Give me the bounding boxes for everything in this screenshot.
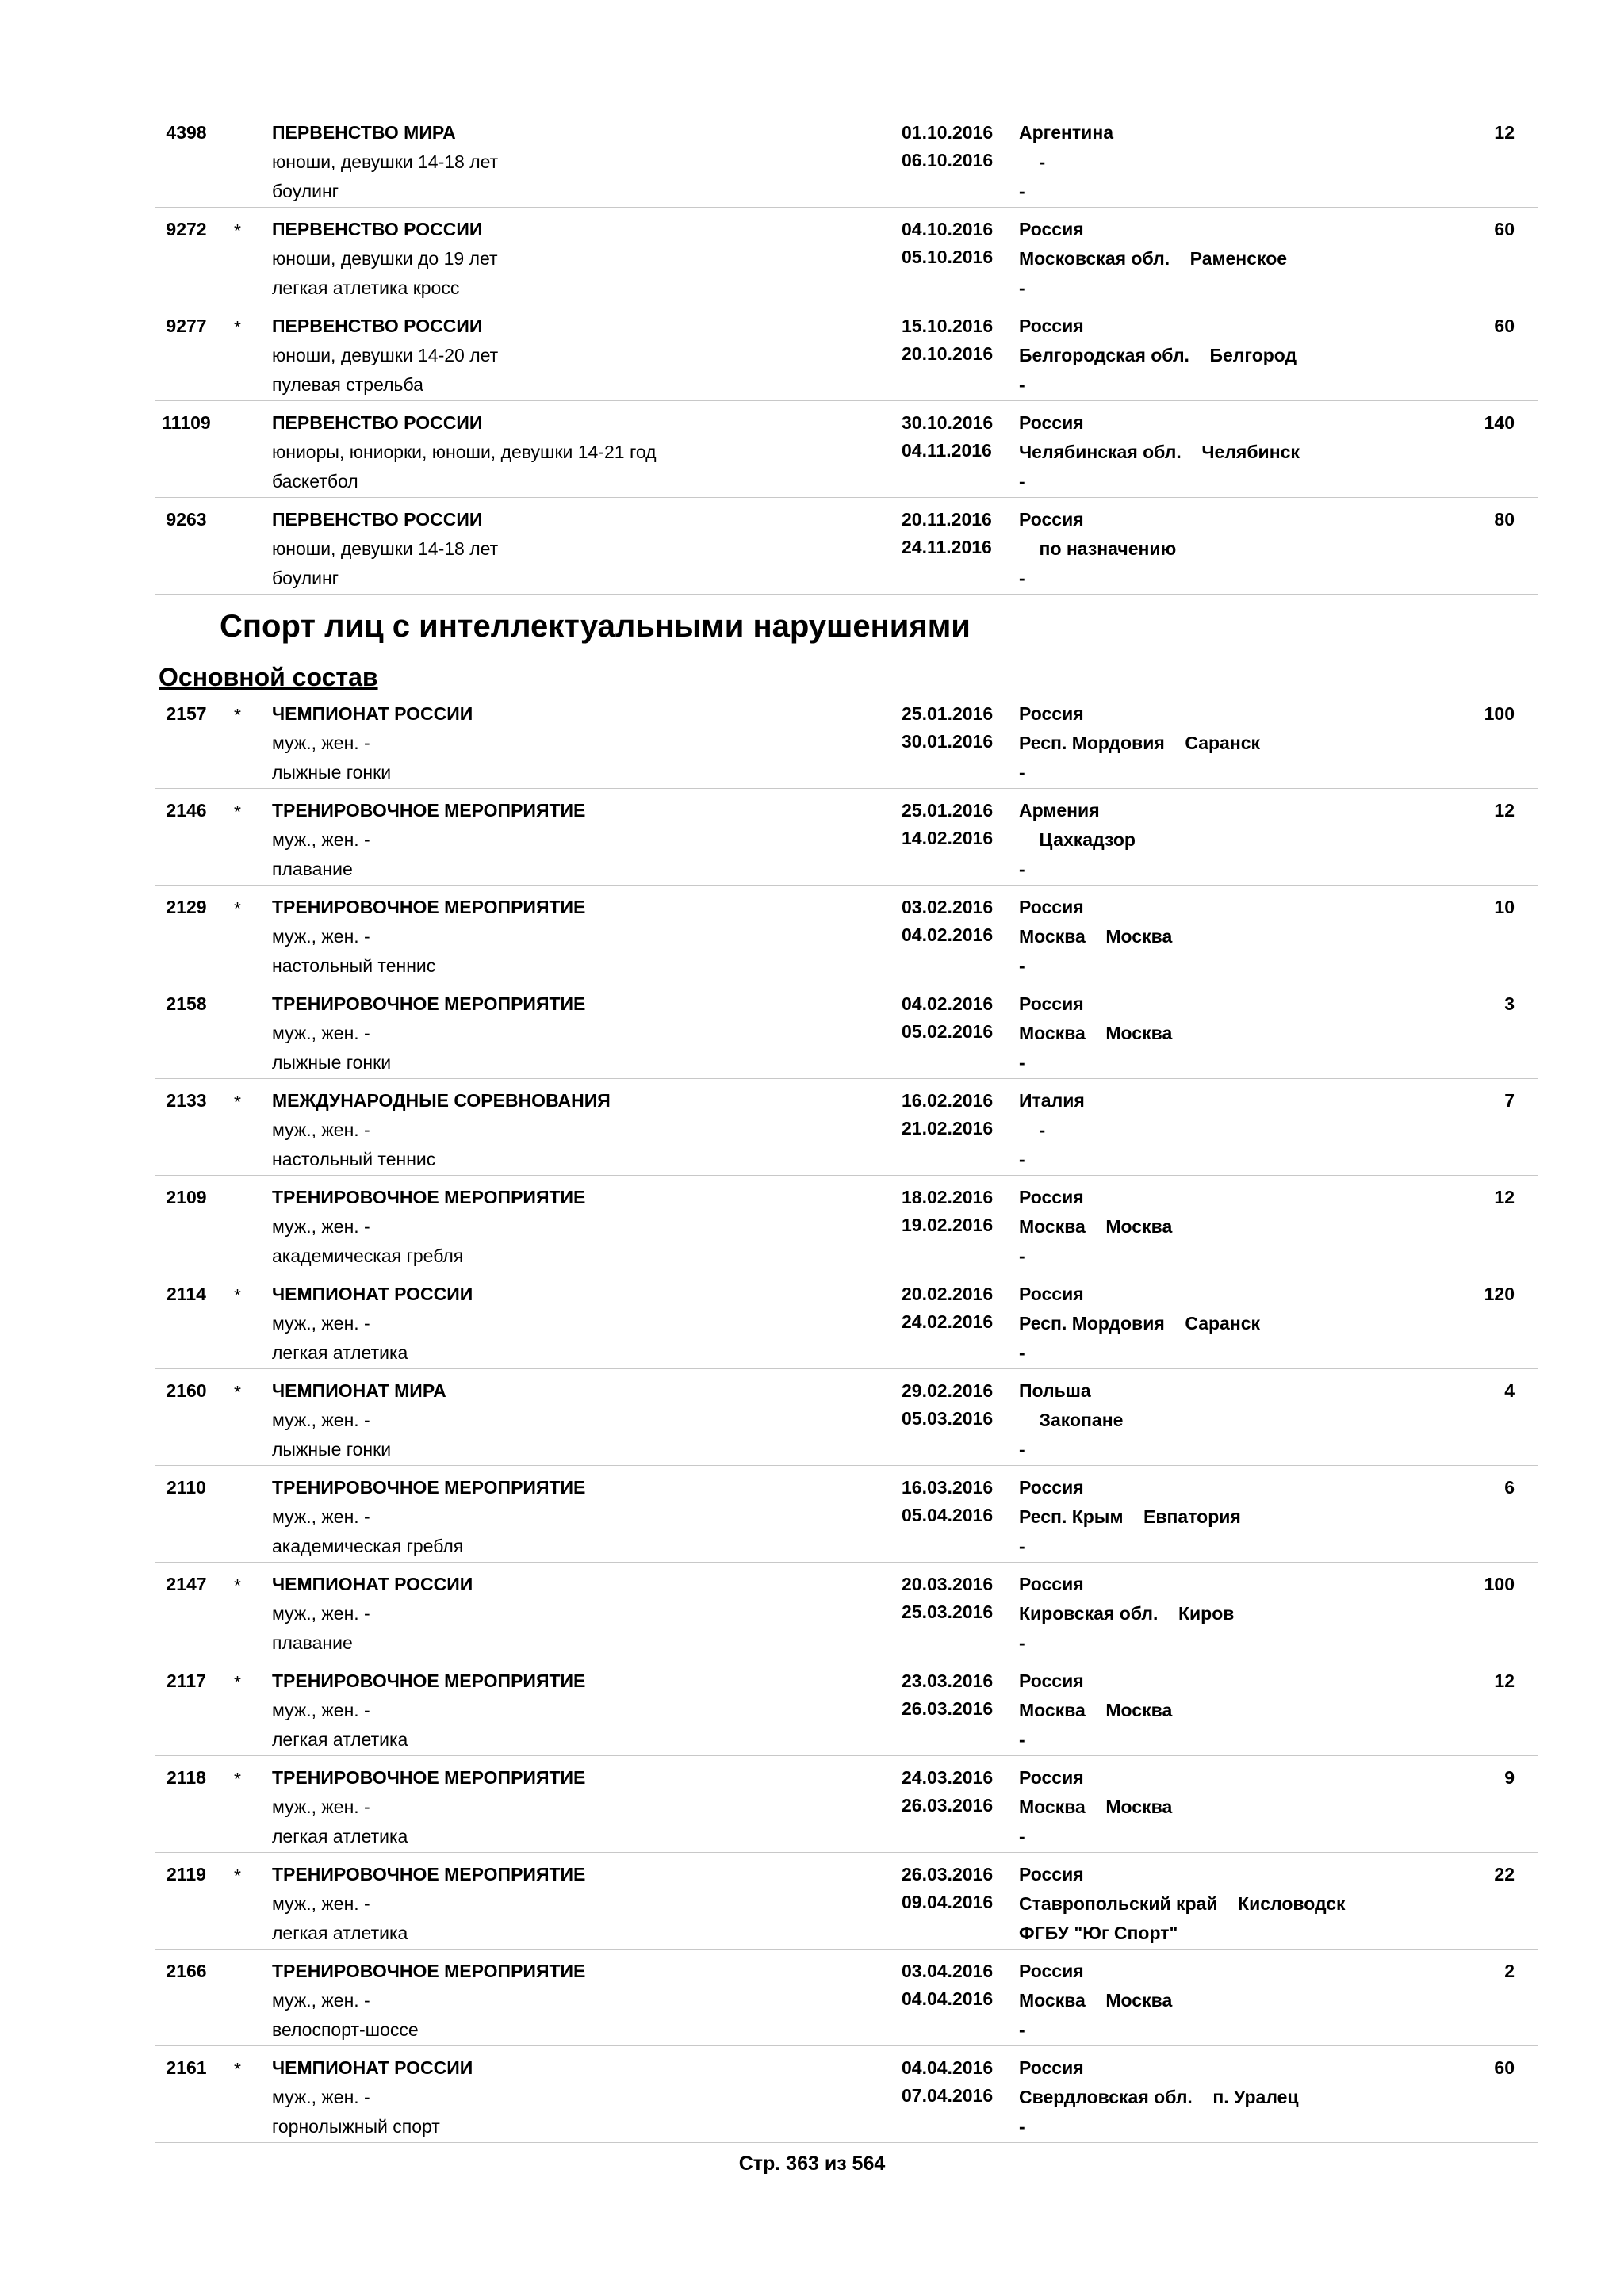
- event-sport: легкая атлетика: [272, 1826, 408, 1846]
- event-row: [155, 1079, 1538, 1176]
- star-mark: *: [234, 1672, 241, 1693]
- date-start: 25.01.2016: [902, 703, 994, 724]
- event-location: -: [1019, 151, 1046, 172]
- event-row: [155, 982, 1538, 1079]
- event-venue: -: [1019, 1052, 1025, 1073]
- event-id: 11109: [162, 412, 211, 433]
- event-location: Цахкадзор: [1019, 829, 1136, 850]
- date-start: 01.10.2016: [902, 122, 994, 143]
- event-id: 9263: [166, 509, 207, 530]
- date-start: 15.10.2016: [902, 316, 994, 336]
- event-row: [155, 1756, 1538, 1853]
- date-end: 06.10.2016: [902, 150, 994, 170]
- event-row: [155, 886, 1538, 982]
- event-participants: юноши, девушки 14-18 лет: [272, 151, 499, 172]
- event-location: Москва Москва: [1019, 1797, 1173, 1817]
- event-sport: боулинг: [272, 568, 339, 588]
- participant-count: 12: [1494, 1187, 1515, 1207]
- date-end: 21.02.2016: [902, 1118, 994, 1138]
- event-row: [155, 208, 1538, 304]
- event-participants: муж., жен. -: [272, 1216, 370, 1237]
- event-participants: муж., жен. -: [272, 926, 370, 947]
- event-participants: муж., жен. -: [272, 1410, 370, 1430]
- participant-count: 60: [1494, 2057, 1515, 2078]
- event-id: 2118: [167, 1767, 206, 1788]
- event-title: ТРЕНИРОВОЧНОЕ МЕРОПРИЯТИЕ: [272, 1670, 586, 1691]
- date-start: 23.03.2016: [902, 1670, 994, 1691]
- date-start: 29.02.2016: [902, 1380, 994, 1401]
- participant-count: 100: [1484, 1574, 1515, 1594]
- event-country: Россия: [1019, 1670, 1084, 1691]
- event-venue: -: [1019, 1729, 1025, 1750]
- event-title: ЧЕМПИОНАТ РОССИИ: [272, 1284, 473, 1304]
- event-location: Москва Москва: [1019, 1216, 1173, 1237]
- date-end: 14.02.2016: [902, 828, 994, 848]
- event-location: Респ. Мордовия Саранск: [1019, 733, 1261, 753]
- date-start: 20.02.2016: [902, 1284, 994, 1304]
- event-sport: легкая атлетика: [272, 1342, 408, 1363]
- event-country: Россия: [1019, 993, 1084, 1014]
- event-country: Польша: [1019, 1380, 1091, 1401]
- event-venue: -: [1019, 471, 1025, 492]
- star-mark: *: [234, 220, 241, 241]
- event-venue: -: [1019, 955, 1025, 976]
- event-id: 2157: [166, 703, 207, 724]
- event-country: Россия: [1019, 1477, 1084, 1498]
- event-sport: легкая атлетика: [272, 1923, 408, 1943]
- event-venue: -: [1019, 2116, 1025, 2137]
- event-title: ПЕРВЕНСТВО РОССИИ: [272, 412, 483, 433]
- date-end: 24.11.2016: [902, 537, 992, 557]
- event-participants: муж., жен. -: [272, 1023, 370, 1043]
- event-sport: академическая гребля: [272, 1246, 464, 1266]
- star-mark: *: [234, 898, 241, 919]
- event-location: Закопане: [1019, 1410, 1124, 1430]
- event-participants: муж., жен. -: [272, 2087, 370, 2107]
- event-sport: пулевая стрельба: [272, 374, 423, 395]
- star-mark: *: [234, 802, 241, 822]
- date-start: 30.10.2016: [902, 412, 994, 433]
- event-location: Респ. Крым Евпатория: [1019, 1506, 1241, 1527]
- participant-count: 80: [1494, 509, 1515, 530]
- date-start: 03.04.2016: [902, 1961, 994, 1981]
- event-venue: -: [1019, 1246, 1025, 1266]
- event-country: Аргентина: [1019, 122, 1114, 143]
- page-number: Стр. 363 из 564: [738, 2152, 886, 2175]
- event-location: Москва Москва: [1019, 1990, 1173, 2011]
- date-start: 20.03.2016: [902, 1574, 994, 1594]
- event-row: [155, 111, 1538, 208]
- event-country: Россия: [1019, 1284, 1084, 1304]
- event-country: Россия: [1019, 1574, 1084, 1594]
- event-row: [155, 1950, 1538, 2046]
- event-participants: муж., жен. -: [272, 1119, 370, 1140]
- event-title: МЕЖДУНАРОДНЫЕ СОРЕВНОВАНИЯ: [272, 1090, 611, 1111]
- events-list-top: [155, 111, 1538, 595]
- event-sport: легкая атлетика кросс: [272, 277, 460, 298]
- event-title: ЧЕМПИОНАТ РОССИИ: [272, 1574, 473, 1594]
- date-end: 19.02.2016: [902, 1215, 994, 1235]
- event-location: Кировская обл. Киров: [1019, 1603, 1235, 1624]
- event-participants: муж., жен. -: [272, 733, 370, 753]
- date-end: 25.03.2016: [902, 1601, 994, 1622]
- star-mark: *: [234, 1769, 241, 1789]
- event-participants: муж., жен. -: [272, 829, 370, 850]
- event-country: Россия: [1019, 703, 1084, 724]
- event-participants: муж., жен. -: [272, 1506, 370, 1527]
- event-location: по назначению: [1019, 538, 1177, 559]
- event-title: ПЕРВЕНСТВО РОССИИ: [272, 316, 483, 336]
- date-start: 04.02.2016: [902, 993, 994, 1014]
- participant-count: 12: [1494, 1670, 1515, 1691]
- event-participants: муж., жен. -: [272, 1797, 370, 1817]
- event-participants: муж., жен. -: [272, 1603, 370, 1624]
- event-participants: юноши, девушки до 19 лет: [272, 248, 498, 269]
- star-mark: *: [234, 2059, 241, 2080]
- event-row: [155, 1272, 1538, 1369]
- participant-count: 4: [1504, 1380, 1515, 1401]
- event-row: [155, 401, 1538, 498]
- event-venue: -: [1019, 181, 1025, 201]
- event-country: Россия: [1019, 1961, 1084, 1981]
- date-end: 30.01.2016: [902, 731, 994, 752]
- event-title: ТРЕНИРОВОЧНОЕ МЕРОПРИЯТИЕ: [272, 993, 586, 1014]
- event-title: ТРЕНИРОВОЧНОЕ МЕРОПРИЯТИЕ: [272, 1864, 586, 1885]
- event-row: [155, 789, 1538, 886]
- event-id: 2166: [166, 1961, 207, 1981]
- event-participants: муж., жен. -: [272, 1893, 370, 1914]
- event-country: Россия: [1019, 1767, 1084, 1788]
- event-row: [155, 2046, 1538, 2143]
- event-venue: -: [1019, 1342, 1025, 1363]
- event-venue: -: [1019, 1439, 1025, 1460]
- date-end: 05.03.2016: [902, 1408, 994, 1429]
- event-venue: -: [1019, 1826, 1025, 1846]
- event-title: ПЕРВЕНСТВО МИРА: [272, 122, 456, 143]
- star-mark: *: [234, 1382, 241, 1402]
- star-mark: *: [234, 1866, 241, 1886]
- date-start: 03.02.2016: [902, 897, 994, 917]
- date-end: 04.02.2016: [902, 924, 994, 945]
- participant-count: 3: [1504, 993, 1515, 1014]
- event-location: Москва Москва: [1019, 1023, 1173, 1043]
- event-row: [155, 1853, 1538, 1950]
- event-id: 2109: [166, 1187, 207, 1207]
- event-sport: лыжные гонки: [272, 1439, 392, 1460]
- participant-count: 9: [1504, 1767, 1515, 1788]
- subsection-title: Основной состав: [159, 663, 378, 691]
- star-mark: *: [234, 705, 241, 725]
- event-row: [155, 1563, 1538, 1659]
- event-participants: муж., жен. -: [272, 1700, 370, 1720]
- event-venue: -: [1019, 1632, 1025, 1653]
- star-mark: *: [234, 1285, 241, 1306]
- event-participants: юниоры, юниорки, юноши, девушки 14-21 год: [272, 442, 657, 462]
- event-id: 4398: [166, 122, 207, 143]
- event-title: ТРЕНИРОВОЧНОЕ МЕРОПРИЯТИЕ: [272, 1767, 586, 1788]
- event-participants: юноши, девушки 14-18 лет: [272, 538, 499, 559]
- event-country: Россия: [1019, 1187, 1084, 1207]
- event-id: 2129: [166, 897, 207, 917]
- date-end: 05.10.2016: [902, 247, 994, 267]
- date-start: 16.03.2016: [902, 1477, 994, 1498]
- event-title: ЧЕМПИОНАТ МИРА: [272, 1380, 446, 1401]
- event-sport: лыжные гонки: [272, 1052, 392, 1073]
- participant-count: 60: [1494, 219, 1515, 239]
- event-title: ЧЕМПИОНАТ РОССИИ: [272, 703, 473, 724]
- date-start: 20.11.2016: [902, 509, 992, 530]
- event-row: [155, 498, 1538, 595]
- event-id: 2147: [166, 1574, 207, 1594]
- event-venue: -: [1019, 374, 1025, 395]
- date-start: 18.02.2016: [902, 1187, 994, 1207]
- event-sport: горнолыжный спорт: [272, 2116, 440, 2137]
- date-end: 05.04.2016: [902, 1505, 994, 1525]
- date-start: 25.01.2016: [902, 800, 994, 821]
- participant-count: 60: [1494, 316, 1515, 336]
- participant-count: 22: [1494, 1864, 1515, 1885]
- event-title: ТРЕНИРОВОЧНОЕ МЕРОПРИЯТИЕ: [272, 1187, 586, 1207]
- event-location: Свердловская обл. п. Уралец: [1019, 2087, 1299, 2107]
- event-title: ТРЕНИРОВОЧНОЕ МЕРОПРИЯТИЕ: [272, 897, 586, 917]
- event-row: [155, 1466, 1538, 1563]
- event-sport: плавание: [272, 1632, 353, 1653]
- event-row: [155, 1369, 1538, 1466]
- date-end: 20.10.2016: [902, 343, 994, 364]
- star-mark: *: [234, 317, 241, 338]
- event-id: 2160: [166, 1380, 207, 1401]
- event-location: Респ. Мордовия Саранск: [1019, 1313, 1261, 1334]
- event-location: Белгородская обл. Белгород: [1019, 345, 1297, 365]
- event-sport: академическая гребля: [272, 1536, 464, 1556]
- event-title: ТРЕНИРОВОЧНОЕ МЕРОПРИЯТИЕ: [272, 800, 586, 821]
- event-country: Россия: [1019, 509, 1084, 530]
- participant-count: 140: [1484, 412, 1515, 433]
- date-end: 04.11.2016: [902, 440, 992, 461]
- participant-count: 6: [1504, 1477, 1515, 1498]
- event-country: Россия: [1019, 2057, 1084, 2078]
- event-sport: баскетбол: [272, 471, 358, 492]
- event-id: 2161: [166, 2057, 207, 2078]
- event-row: [155, 1659, 1538, 1756]
- event-location: -: [1019, 1119, 1046, 1140]
- event-location: Московская обл. Раменское: [1019, 248, 1288, 269]
- event-title: ТРЕНИРОВОЧНОЕ МЕРОПРИЯТИЕ: [272, 1477, 586, 1498]
- event-sport: настольный теннис: [272, 955, 436, 976]
- event-country: Россия: [1019, 1864, 1084, 1885]
- event-row: [155, 692, 1538, 789]
- event-participants: муж., жен. -: [272, 1313, 370, 1334]
- participant-count: 120: [1484, 1284, 1515, 1304]
- event-country: Россия: [1019, 316, 1084, 336]
- event-venue: -: [1019, 568, 1025, 588]
- event-title: ТРЕНИРОВОЧНОЕ МЕРОПРИЯТИЕ: [272, 1961, 586, 1981]
- event-venue: -: [1019, 762, 1025, 783]
- event-title: ПЕРВЕНСТВО РОССИИ: [272, 509, 483, 530]
- event-id: 9277: [166, 316, 207, 336]
- event-row: [155, 1176, 1538, 1272]
- event-location: Ставропольский край Кисловодск: [1019, 1893, 1346, 1914]
- event-title: ПЕРВЕНСТВО РОССИИ: [272, 219, 483, 239]
- event-participants: юноши, девушки 14-20 лет: [272, 345, 499, 365]
- event-country: Армения: [1019, 800, 1100, 821]
- event-venue: -: [1019, 1149, 1025, 1169]
- event-sport: легкая атлетика: [272, 1729, 408, 1750]
- event-id: 2117: [167, 1670, 206, 1691]
- event-country: Россия: [1019, 897, 1084, 917]
- event-sport: плавание: [272, 859, 353, 879]
- event-row: [155, 304, 1538, 401]
- date-end: 24.02.2016: [902, 1311, 994, 1332]
- participant-count: 7: [1504, 1090, 1515, 1111]
- event-sport: боулинг: [272, 181, 339, 201]
- participant-count: 12: [1494, 122, 1515, 143]
- event-id: 9272: [166, 219, 207, 239]
- event-sport: велоспорт-шоссе: [272, 2019, 419, 2040]
- date-end: 26.03.2016: [902, 1698, 994, 1719]
- event-country: Италия: [1019, 1090, 1085, 1111]
- event-id: 2110: [167, 1477, 206, 1498]
- event-title: ЧЕМПИОНАТ РОССИИ: [272, 2057, 473, 2078]
- star-mark: *: [234, 1092, 241, 1112]
- event-location: Москва Москва: [1019, 1700, 1173, 1720]
- event-id: 2158: [166, 993, 207, 1014]
- event-venue: -: [1019, 859, 1025, 879]
- date-start: 26.03.2016: [902, 1864, 994, 1885]
- participant-count: 100: [1484, 703, 1515, 724]
- events-list-main: [155, 692, 1538, 2143]
- date-start: 04.04.2016: [902, 2057, 994, 2078]
- event-location: Москва Москва: [1019, 926, 1173, 947]
- date-end: 04.04.2016: [902, 1988, 994, 2009]
- event-venue: -: [1019, 277, 1025, 298]
- event-venue: -: [1019, 2019, 1025, 2040]
- event-venue: -: [1019, 1536, 1025, 1556]
- date-start: 04.10.2016: [902, 219, 994, 239]
- event-participants: муж., жен. -: [272, 1990, 370, 2011]
- date-end: 05.02.2016: [902, 1021, 994, 1042]
- event-location: Челябинская обл. Челябинск: [1019, 442, 1300, 462]
- section-title: Спорт лиц с интеллектуальными нарушениями: [220, 609, 971, 644]
- date-start: 16.02.2016: [902, 1090, 994, 1111]
- event-sport: лыжные гонки: [272, 762, 392, 783]
- participant-count: 2: [1504, 1961, 1515, 1981]
- date-end: 09.04.2016: [902, 1892, 994, 1912]
- date-end: 26.03.2016: [902, 1795, 994, 1816]
- event-id: 2114: [167, 1284, 206, 1304]
- event-country: Россия: [1019, 412, 1084, 433]
- participant-count: 10: [1494, 897, 1515, 917]
- participant-count: 12: [1494, 800, 1515, 821]
- event-id: 2133: [166, 1090, 207, 1111]
- event-id: 2119: [167, 1864, 206, 1885]
- date-end: 07.04.2016: [902, 2085, 994, 2106]
- date-start: 24.03.2016: [902, 1767, 994, 1788]
- event-country: Россия: [1019, 219, 1084, 239]
- event-id: 2146: [166, 800, 207, 821]
- event-sport: настольный теннис: [272, 1149, 436, 1169]
- star-mark: *: [234, 1575, 241, 1596]
- event-venue: ФГБУ "Юг Спорт": [1019, 1923, 1178, 1943]
